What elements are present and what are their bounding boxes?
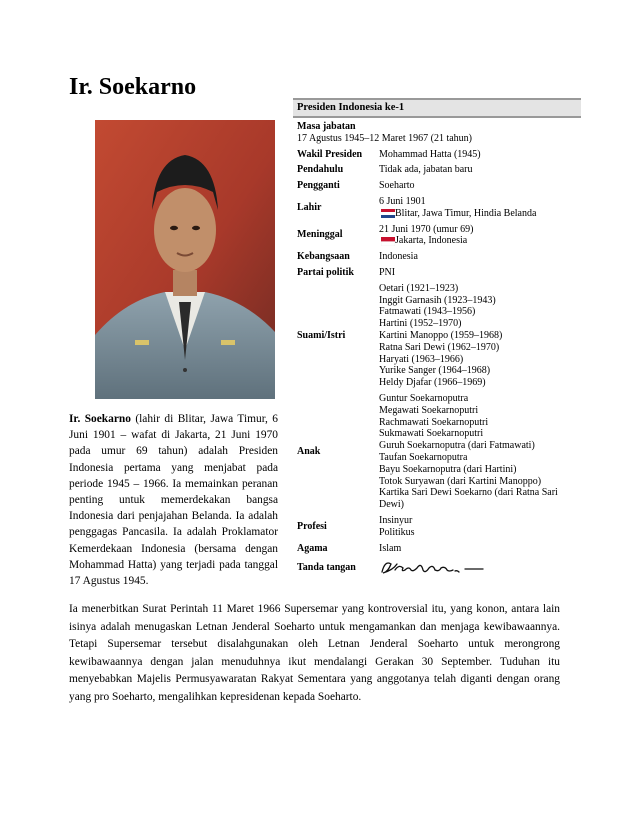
indonesia-flag-icon: [381, 237, 395, 246]
spouse-item: Ratna Sari Dewi (1962–1970): [379, 341, 500, 353]
anak-list: [375, 391, 581, 513]
pendahulu-value: Tidak ada, jabatan baru: [379, 164, 473, 176]
child-item: Guruh Soekarnoputra (dari Fatmawati): [379, 440, 535, 452]
child-item: Taufan Soekarnoputra: [379, 451, 468, 463]
partai-value: PNI: [379, 266, 396, 278]
spouse-item: Inggit Garnasih (1923–1943): [379, 294, 496, 306]
agama-value: Islam: [379, 542, 402, 554]
row-kebangsaan: [293, 249, 581, 265]
row-wakil: [293, 147, 581, 163]
meninggal-value: [375, 222, 581, 250]
spouse-item: Heldy Djafar (1966–1969): [379, 377, 486, 389]
wakil-value: Mohammad Hatta (1945): [379, 148, 481, 160]
spouse-item: Oetari (1921–1923): [379, 282, 459, 294]
wakil-label: Wakil Presiden: [297, 148, 363, 160]
tanda-tangan-value: [375, 556, 581, 580]
masa-jabatan-value: 17 Agustus 1945–12 Maret 1967 (21 tahun): [297, 132, 472, 144]
spouse-item: Yurike Sanger (1964–1968): [379, 365, 491, 377]
meninggal-place: Jakarta, Indonesia: [395, 235, 468, 247]
anak-label: Anak: [297, 446, 321, 458]
portrait-image: [95, 120, 275, 399]
suami-istri-label: Suami/Istri: [297, 329, 346, 341]
profesi-item: Insinyur: [379, 514, 413, 526]
spouse-item: Fatmawati (1943–1956): [379, 306, 476, 318]
row-pendahulu: [293, 162, 581, 178]
child-item: Kartika Sari Dewi Soekarno (dari Ratna Sari Dewi): [379, 487, 558, 511]
netherlands-flag-icon: [381, 209, 395, 218]
lahir-place-line: [379, 208, 577, 220]
meninggal-label: Meninggal: [297, 229, 343, 241]
profesi-item: Politikus: [379, 526, 415, 538]
pendahulu-label: Pendahulu: [297, 164, 344, 176]
child-item: Sukmawati Soekarnoputri: [379, 428, 484, 440]
kebangsaan-value: Indonesia: [379, 251, 418, 263]
row-pengganti: [293, 178, 581, 194]
pengganti-value: Soeharto: [379, 180, 415, 192]
child-item: Rachmawati Soekarnoputri: [379, 416, 489, 428]
pengganti-label: Pengganti: [297, 180, 340, 192]
lahir-place: Blitar, Jawa Timur, Hindia Belanda: [395, 207, 537, 219]
infobox-masa-jabatan: [293, 118, 581, 145]
signature-image: [379, 558, 489, 578]
lahir-value: [375, 194, 581, 222]
tanda-tangan-label: Tanda tangan: [297, 562, 356, 574]
infobox-header: Presiden Indonesia ke-1: [293, 98, 581, 118]
spouse-item: Hartini (1952–1970): [379, 318, 462, 330]
row-profesi: [293, 513, 581, 541]
portrait-drawing: [95, 120, 275, 399]
lahir-label: Lahir: [297, 201, 322, 213]
row-lahir: [293, 194, 581, 222]
row-partai: [293, 265, 581, 281]
child-item: Guntur Soekarnoputra: [379, 392, 469, 404]
row-tanda-tangan: [293, 556, 581, 580]
masa-jabatan-label: Masa jabatan: [297, 121, 356, 132]
profesi-list: [375, 513, 581, 541]
row-suami-istri: [293, 281, 581, 391]
kebangsaan-label: Kebangsaan: [297, 251, 350, 263]
lahir-date: 6 Juni 1901: [379, 195, 426, 207]
meninggal-date: 21 Juni 1970 (umur 69): [379, 223, 474, 235]
child-item: Bayu Soekarnoputra (dari Hartini): [379, 463, 517, 475]
body-paragraph: Ia menerbitkan Surat Perintah 11 Maret 1966 Supersemar yang kontroversial itu, yang konon, antara lain isinya adalah menugaskan Letnan Jenderal Soeharto untuk mengamankan dan menjaga kewibawaannya. Tetapi Supersemar tersebut disalahgunakan oleh Letnan Jenderal Soeharto untuk merongrong kewibawaannya dengan jalan menuduhnya ikut mendalangi Gerakan 30 September. Tuduhan itu menyebabkan Majelis Permusyawaratan Rakyat Sementara yang anggotanya telah diganti dengan orang yang pro Soeharto, mengalihkan kepresidenan kepada Soeharto.: [69, 603, 560, 703]
intro-text: (lahir di Blitar, Jawa Timur, 6 Juni 1901 – wafat di Jakarta, 21 Juni 1970 pada umur 69 tahun) adalah Presiden Indonesia pertama yang menjabat pada periode 1945 – 1966. Ia memainkan peranan penting untuk memerdekakan bangsa Indonesia dari penjajahan Belanda. Ia adalah penggagas Pancasila. Ia adalah Proklamator Kemerdekaan Indonesia (bersama dengan Mohammad Hatta) yang terjadi pada tanggal 17 Agustus 1945.: [69, 413, 279, 588]
spouse-item: Kartini Manoppo (1959–1968): [379, 329, 503, 341]
row-agama: [293, 541, 581, 557]
child-item: Megawati Soekarnoputri: [379, 404, 479, 416]
spouse-item: Haryati (1963–1966): [379, 353, 464, 365]
partai-label: Partai politik: [297, 266, 354, 278]
row-anak: [293, 391, 581, 513]
agama-label: Agama: [297, 542, 328, 554]
profesi-label: Profesi: [297, 520, 327, 532]
child-item: Totok Suryawan (dari Kartini Manoppo): [379, 475, 542, 487]
suami-istri-list: [375, 281, 581, 391]
page-title: Ir. Soekarno: [69, 74, 197, 100]
meninggal-place-line: [379, 235, 577, 247]
infobox-table: [293, 147, 581, 581]
intro-paragraph: [69, 411, 278, 589]
intro-name: Ir. Soekarno: [69, 413, 131, 425]
infobox: [293, 98, 581, 580]
row-meninggal: [293, 222, 581, 250]
